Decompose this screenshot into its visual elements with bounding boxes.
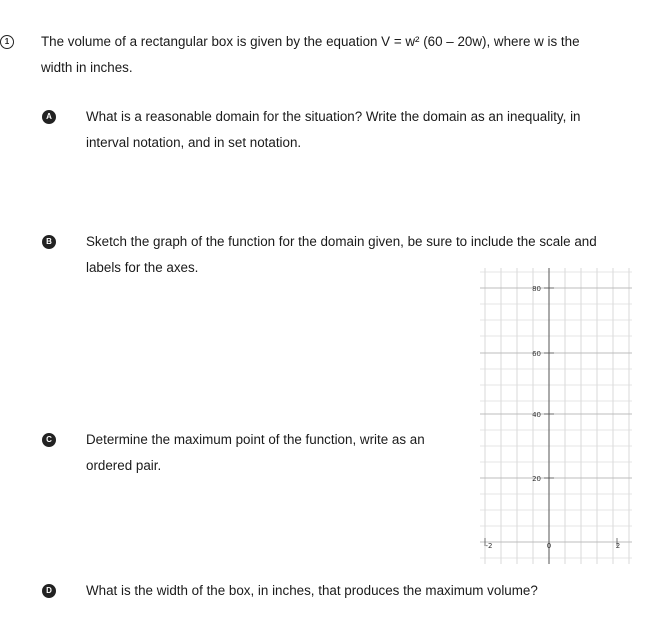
part-b-question-line1: Sketch the graph of the function for the domain given, be sure to include the scale and (86, 234, 597, 249)
problem-statement-line1: The volume of a rectangular box is given by the equation V = w² (60 – 20w), where w is the (41, 34, 580, 49)
part-d-marker: D (42, 584, 56, 598)
grid-lines (480, 268, 632, 564)
part-d-question-line1: What is the width of the box, in inches, that produces the maximum volume? (86, 583, 538, 598)
x-tick-label-neg2: -2 (485, 542, 493, 550)
part-c-marker: C (42, 433, 56, 447)
y-tick-label-20: 20 (532, 475, 541, 483)
y-tick-label-60: 60 (532, 350, 541, 358)
y-tick-label-40: 40 (532, 411, 541, 419)
part-b-marker: B (42, 235, 56, 249)
graph-grid[interactable] (480, 266, 632, 566)
problem-number-marker: 1 (0, 35, 14, 49)
part-a-question-line1: What is a reasonable domain for the situation? Write the domain as an inequality, in (86, 109, 581, 124)
part-a-marker: A (42, 110, 56, 124)
x-tick-label-2: 2 (615, 542, 621, 550)
part-b-question-line2: labels for the axes. (86, 260, 199, 275)
part-c-question-line1: Determine the maximum point of the function, write as an (86, 432, 425, 447)
x-tick-label-0: 0 (546, 542, 552, 550)
part-c-question-line2: ordered pair. (86, 458, 162, 473)
y-tick-label-80: 80 (532, 285, 541, 293)
part-a-question-line2: interval notation, and in set notation. (86, 135, 302, 150)
problem-statement-line2: width in inches. (41, 60, 133, 75)
